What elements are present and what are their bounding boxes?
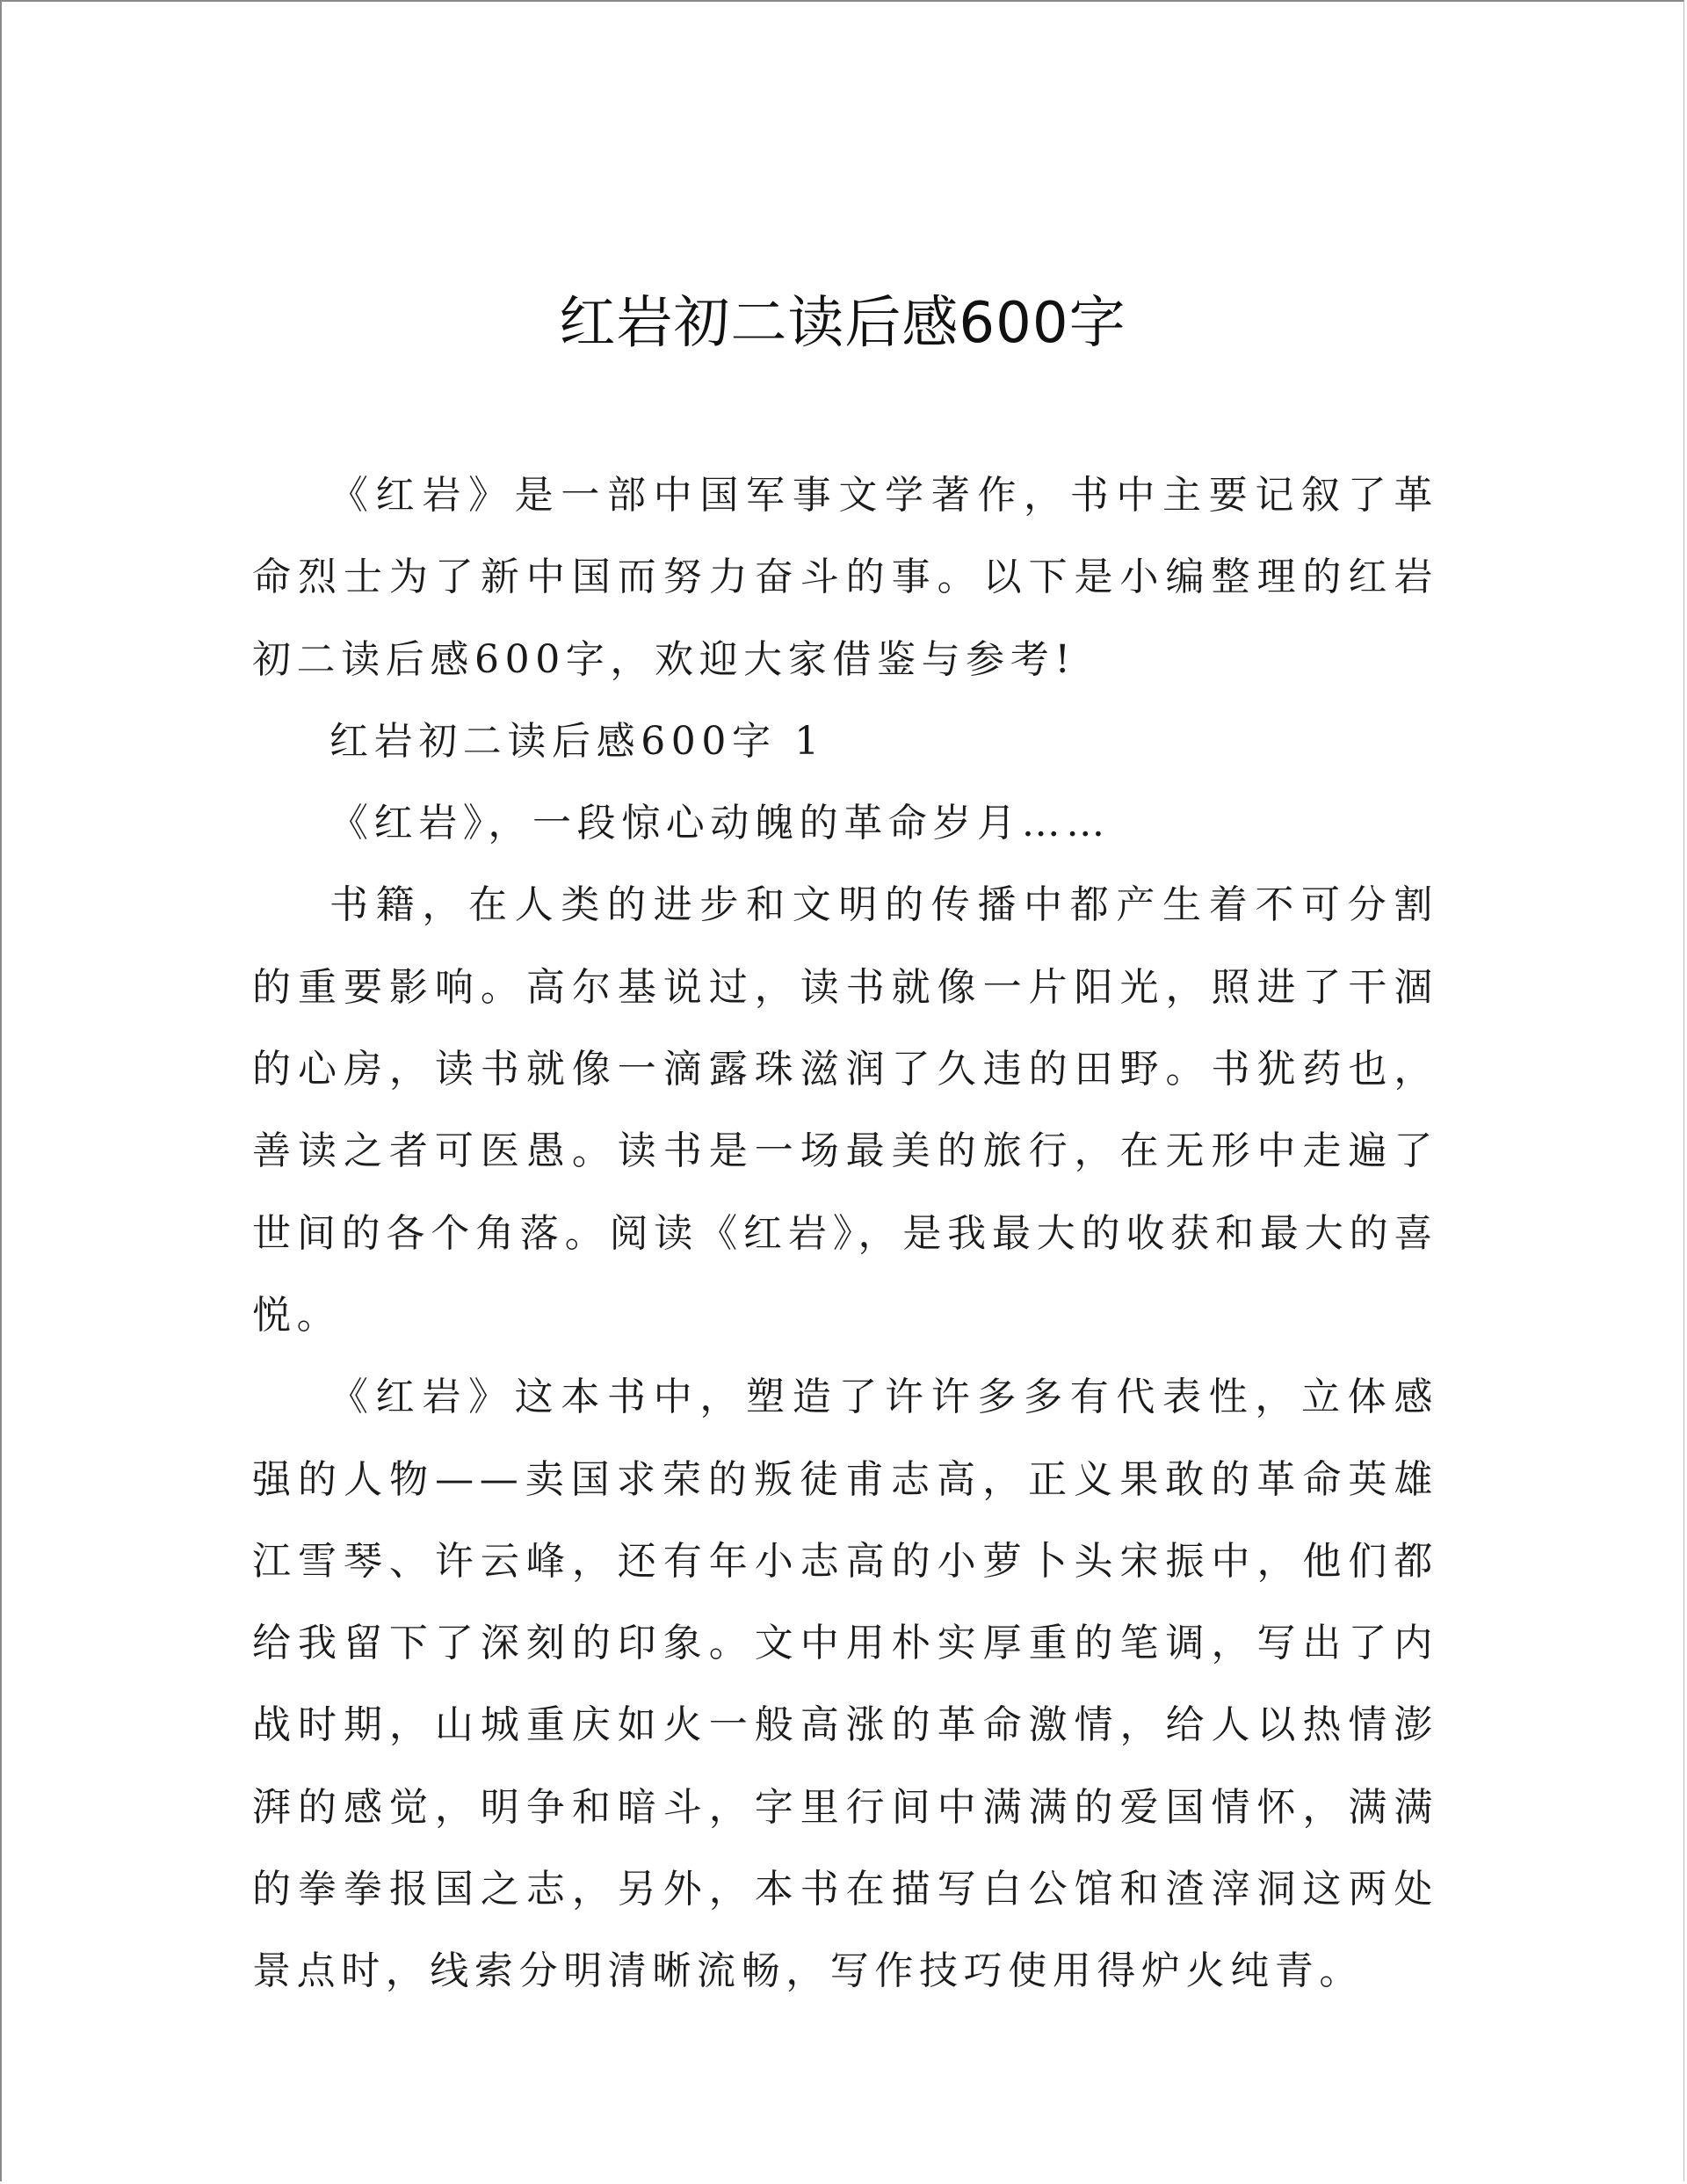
document-body (252, 454, 1438, 2013)
body-paragraph: 书籍，在人类的进步和文明的传播中都产生着不可分割的重要影响。高尔基说过，读书就像一片阳光，照进了干涸的心房，读书就像一滴露珠滋润了久违的田野。书犹药也，善读之者可医愚。读书是一场最美的旅行，在无形中走遍了世间的各个角落。阅读《红岩》，是我最大的收获和最大的喜悦。 (252, 882, 1438, 1338)
document-title: 红岩初二读后感600字 (559, 291, 1126, 356)
intro-paragraph: 《红岩》是一部中国军事文学著作，书中主要记叙了革命烈士为了新中国而努力奋斗的事。以下是小编整理的红岩初二读后感600字，欢迎大家借鉴与参考! (252, 473, 1438, 682)
body-paragraph: 《红岩》这本书中，塑造了许许多多有代表性，立体感强的人物——卖国求荣的叛徒甫志高，正义果敢的革命英雄江雪琴、许云峰，还有年小志高的小萝卜头宋振中，他们都给我留下了深刻的印象。文中用朴实厚重的笔调，写出了内战时期，山城重庆如火一般高涨的革命激情，给人以热情澎湃的感觉，明争和暗斗，字里行间中满满的爱国情怀，满满的拳拳报国之志，另外，本书在描写白公馆和渣滓洞这两处景点时，线索分明清晰流畅，写作技巧使用得炉火纯青。 (252, 1375, 1438, 1994)
subtitle-paragraph: 《红岩》，一段惊心动魄的革命岁月…… (329, 801, 1111, 846)
section-heading: 红岩初二读后感600字 1 (329, 718, 825, 764)
